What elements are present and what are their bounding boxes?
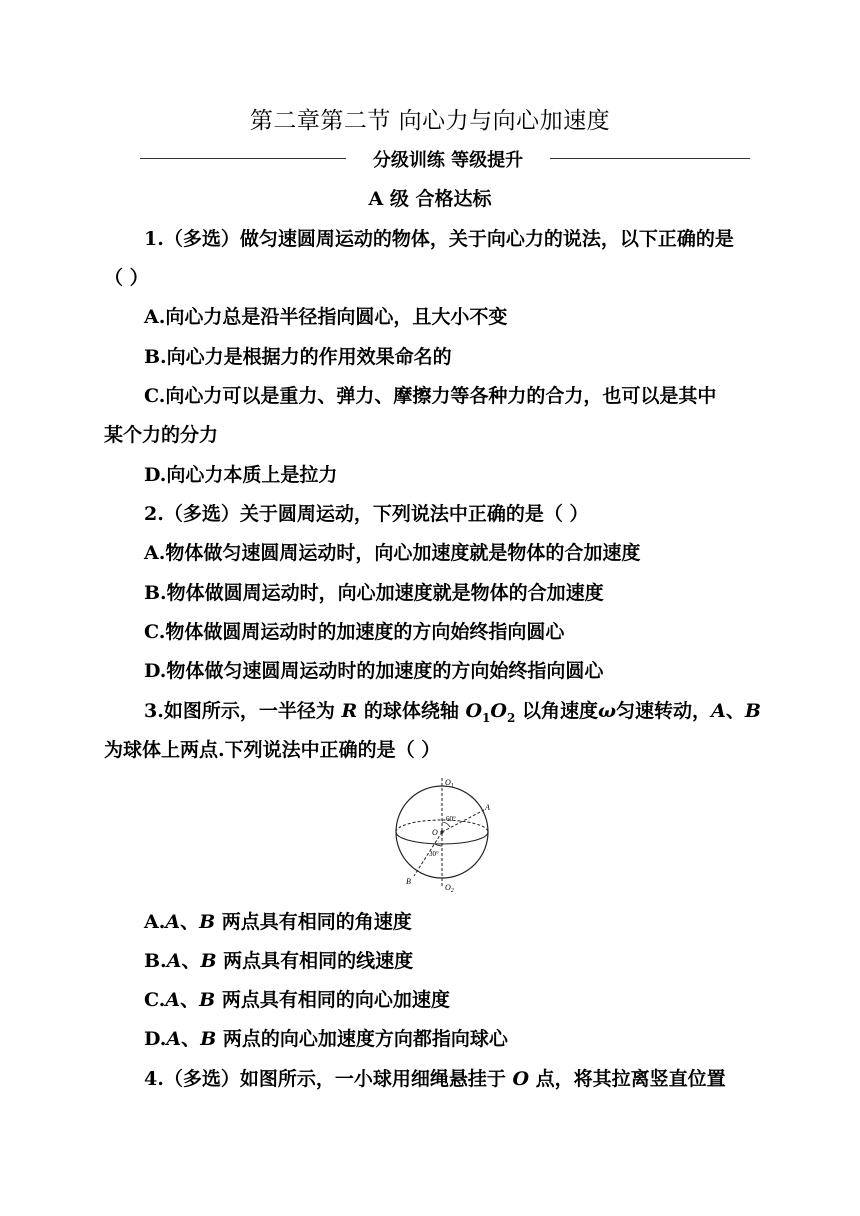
question-3-option-a: A.A、B 两点具有相同的角速度 [144, 911, 412, 933]
question-2-stem: 2.（多选）关于圆周运动，下列说法中正确的是（ ） [144, 503, 589, 525]
question-2-option-b: B.物体做圆周运动时，向心加速度就是物体的合加速度 [144, 582, 604, 604]
question-2-option-a: A.物体做匀速圆周运动时，向心加速度就是物体的合加速度 [144, 542, 641, 564]
question-2-option-d: D.物体做匀速圆周运动时的加速度的方向始终指向圆心 [144, 660, 604, 682]
question-4-stem: 4.（多选）如图所示，一小球用细绳悬挂于 O 点，将其拉离竖直位置 [144, 1068, 726, 1090]
question-1-option-d: D.向心力本质上是拉力 [144, 464, 338, 486]
question-3-stem-cont: 为球体上两点.下列说法中正确的是（ ） [104, 739, 441, 761]
angle-label-60: 60° [446, 815, 456, 823]
divider-line-left [140, 158, 346, 159]
label-b: B [406, 877, 411, 886]
angle-label-30: 30° [429, 850, 439, 858]
label-o: O [432, 828, 438, 837]
question-3-option-b: B.A、B 两点具有相同的线速度 [144, 950, 414, 972]
page-title: 第二章第二节 向心力与向心加速度 [249, 108, 611, 134]
label-o2: $O_2$ [445, 883, 454, 892]
divider-line-right [550, 158, 750, 159]
center-point [440, 830, 443, 833]
question-1-option-b: B.向心力是根据力的作用效果命名的 [144, 346, 452, 368]
question-1-option-c-cont: 某个力的分力 [104, 424, 219, 446]
section-subtitle: 分级训练 等级提升 [372, 150, 524, 171]
question-1-stem: 1.（多选）做匀速圆周运动的物体，关于向心力的说法，以下正确的是 [144, 228, 734, 250]
sphere-diagram [392, 774, 496, 892]
label-o1: $O_1$ [445, 778, 454, 789]
question-3-option-c: C.A、B 两点具有相同的向心加速度 [144, 989, 450, 1011]
question-1-option-c: C.向心力可以是重力、弹力、摩擦力等各种力的合力，也可以是其中 [144, 385, 717, 407]
question-1-answer-bracket: （ ） [104, 267, 149, 289]
question-3-stem: 3.如图所示，一半径为 R 的球体绕轴 $O_1O_2$ 以角速度ω匀速转动，A、B [144, 700, 761, 725]
level-heading: A 级 合格达标 [368, 188, 492, 210]
question-2-option-c: C.物体做圆周运动时的加速度的方向始终指向圆心 [144, 621, 565, 643]
label-a: A [485, 803, 490, 812]
section-divider [140, 146, 750, 172]
question-1-option-a: A.向心力总是沿半径指向圆心，且大小不变 [144, 306, 508, 328]
question-3-option-d: D.A、B 两点的向心加速度方向都指向球心 [144, 1028, 508, 1050]
